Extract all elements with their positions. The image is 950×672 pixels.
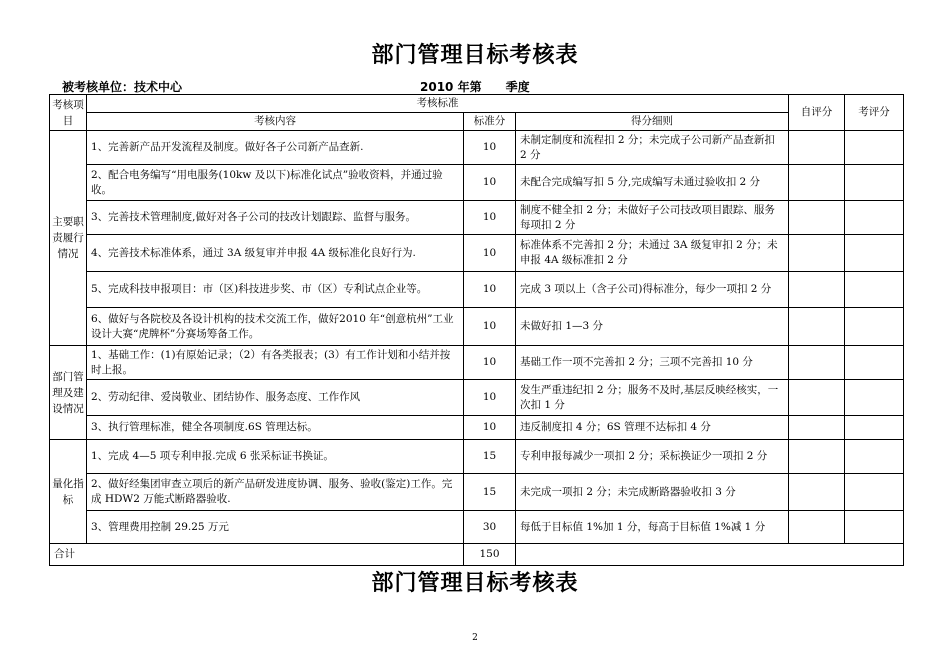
header-review-score: 考评分 — [845, 95, 904, 131]
self-score-cell — [789, 416, 845, 440]
detail-cell: 发生严重违纪扣 2 分；服务不及时,基层反映经核实，一次扣 1 分 — [516, 380, 789, 416]
page-number: 2 — [472, 633, 478, 643]
header-standard: 考核标准 — [87, 95, 789, 113]
detail-cell: 完成 3 项以上（含子公司)得标准分，每少一项扣 2 分 — [516, 272, 789, 308]
content-cell: 3、执行管理标准，健全各项制度.6S 管理达标。 — [87, 416, 464, 440]
self-score-cell — [789, 380, 845, 416]
header-category: 考核项目 — [50, 95, 87, 131]
self-score-cell — [789, 346, 845, 380]
review-score-cell — [845, 346, 904, 380]
self-score-cell — [789, 272, 845, 308]
detail-cell: 标准体系不完善扣 2 分；未通过 3A 级复审扣 2 分；未申报 4A 级标准扣 2 分 — [516, 235, 789, 272]
period-label: 2010 年第 季度 — [420, 80, 530, 94]
content-cell: 2、做好经集团审查立项后的新产品研发进度协调、服务、验收(鉴定)工作。完成 HDW2 万能式断路器验收. — [87, 474, 464, 511]
detail-cell: 未做好扣 1—3 分 — [516, 308, 789, 346]
total-blank — [516, 544, 904, 566]
total-score: 150 — [464, 544, 516, 566]
header-content: 考核内容 — [87, 113, 464, 131]
score-cell: 10 — [464, 380, 516, 416]
category-cell: 量化指标 — [50, 440, 87, 544]
header-score: 标准分 — [464, 113, 516, 131]
content-cell: 2、劳动纪律、爱岗敬业、团结协作、服务态度、工作作风 — [87, 380, 464, 416]
unit-label: 被考核单位：技术中心 — [62, 80, 183, 94]
review-score-cell — [845, 201, 904, 235]
self-score-cell — [789, 474, 845, 511]
score-cell: 10 — [464, 308, 516, 346]
review-score-cell — [845, 131, 904, 165]
self-score-cell — [789, 511, 845, 544]
score-cell: 10 — [464, 272, 516, 308]
page-title: 部门管理目标考核表 — [371, 43, 579, 68]
score-cell: 10 — [464, 131, 516, 165]
score-cell: 10 — [464, 346, 516, 380]
detail-cell: 制度不健全扣 2 分；未做好子公司技改项目跟踪、服务每项扣 2 分 — [516, 201, 789, 235]
score-cell: 15 — [464, 440, 516, 474]
content-cell: 2、配合电务编写“用电服务(10kw 及以下)标准化试点”验收资料，并通过验收。 — [87, 165, 464, 201]
self-score-cell — [789, 308, 845, 346]
detail-cell: 基础工作一项不完善扣 2 分；三项不完善扣 10 分 — [516, 346, 789, 380]
score-cell: 15 — [464, 474, 516, 511]
score-cell: 10 — [464, 201, 516, 235]
review-score-cell — [845, 511, 904, 544]
content-cell: 3、管理费用控制 29.25 万元 — [87, 511, 464, 544]
review-score-cell — [845, 474, 904, 511]
score-cell: 10 — [464, 416, 516, 440]
assessment-table — [49, 94, 904, 566]
content-cell: 1、基础工作：(1)有原始记录；（2）有各类报表；(3）有工作计划和小结并按时上报。 — [87, 346, 464, 380]
content-cell: 5、完成科技申报项目：市（区)科技进步奖、市（区）专利试点企业等。 — [87, 272, 464, 308]
header-detail: 得分细则 — [516, 113, 789, 131]
content-cell: 3、完善技术管理制度,做好对各子公司的技改计划跟踪、监督与服务。 — [87, 201, 464, 235]
content-cell: 6、做好与各院校及各设计机构的技术交流工作，做好2010 年“创意杭州”工业设计大赛“虎牌杯”分赛场筹备工作。 — [87, 308, 464, 346]
self-score-cell — [789, 131, 845, 165]
content-cell: 1、完成 4—5 项专利申报.完成 6 张采标证书换证。 — [87, 440, 464, 474]
self-score-cell — [789, 201, 845, 235]
self-score-cell — [789, 165, 845, 201]
content-cell: 1、完善新产品开发流程及制度。做好各子公司新产品查新. — [87, 131, 464, 165]
detail-cell: 未制定制度和流程扣 2 分；未完成子公司新产品查新扣 2 分 — [516, 131, 789, 165]
review-score-cell — [845, 308, 904, 346]
detail-cell: 未配合完成编写扣 5 分,完成编写未通过验收扣 2 分 — [516, 165, 789, 201]
category-cell: 部门管理及建设情况 — [50, 346, 87, 440]
category-cell: 主要职责履行情况 — [50, 131, 87, 346]
score-cell: 30 — [464, 511, 516, 544]
content-cell: 4、完善技术标准体系，通过 3A 级复审并申报 4A 级标准化良好行为. — [87, 235, 464, 272]
score-cell: 10 — [464, 235, 516, 272]
score-cell: 10 — [464, 165, 516, 201]
detail-cell: 未完成一项扣 2 分；未完成断路器验收扣 3 分 — [516, 474, 789, 511]
review-score-cell — [845, 165, 904, 201]
detail-cell: 违反制度扣 4 分；6S 管理不达标扣 4 分 — [516, 416, 789, 440]
self-score-cell — [789, 235, 845, 272]
header-self-score: 自评分 — [789, 95, 845, 131]
repeated-title: 部门管理目标考核表 — [371, 571, 579, 596]
review-score-cell — [845, 416, 904, 440]
detail-cell: 每低于目标值 1%加 1 分，每高于目标值 1%减 1 分 — [516, 511, 789, 544]
review-score-cell — [845, 440, 904, 474]
review-score-cell — [845, 235, 904, 272]
detail-cell: 专利申报每减少一项扣 2 分；采标换证少一项扣 2 分 — [516, 440, 789, 474]
self-score-cell — [789, 440, 845, 474]
total-label: 合计 — [50, 544, 464, 566]
review-score-cell — [845, 380, 904, 416]
review-score-cell — [845, 272, 904, 308]
